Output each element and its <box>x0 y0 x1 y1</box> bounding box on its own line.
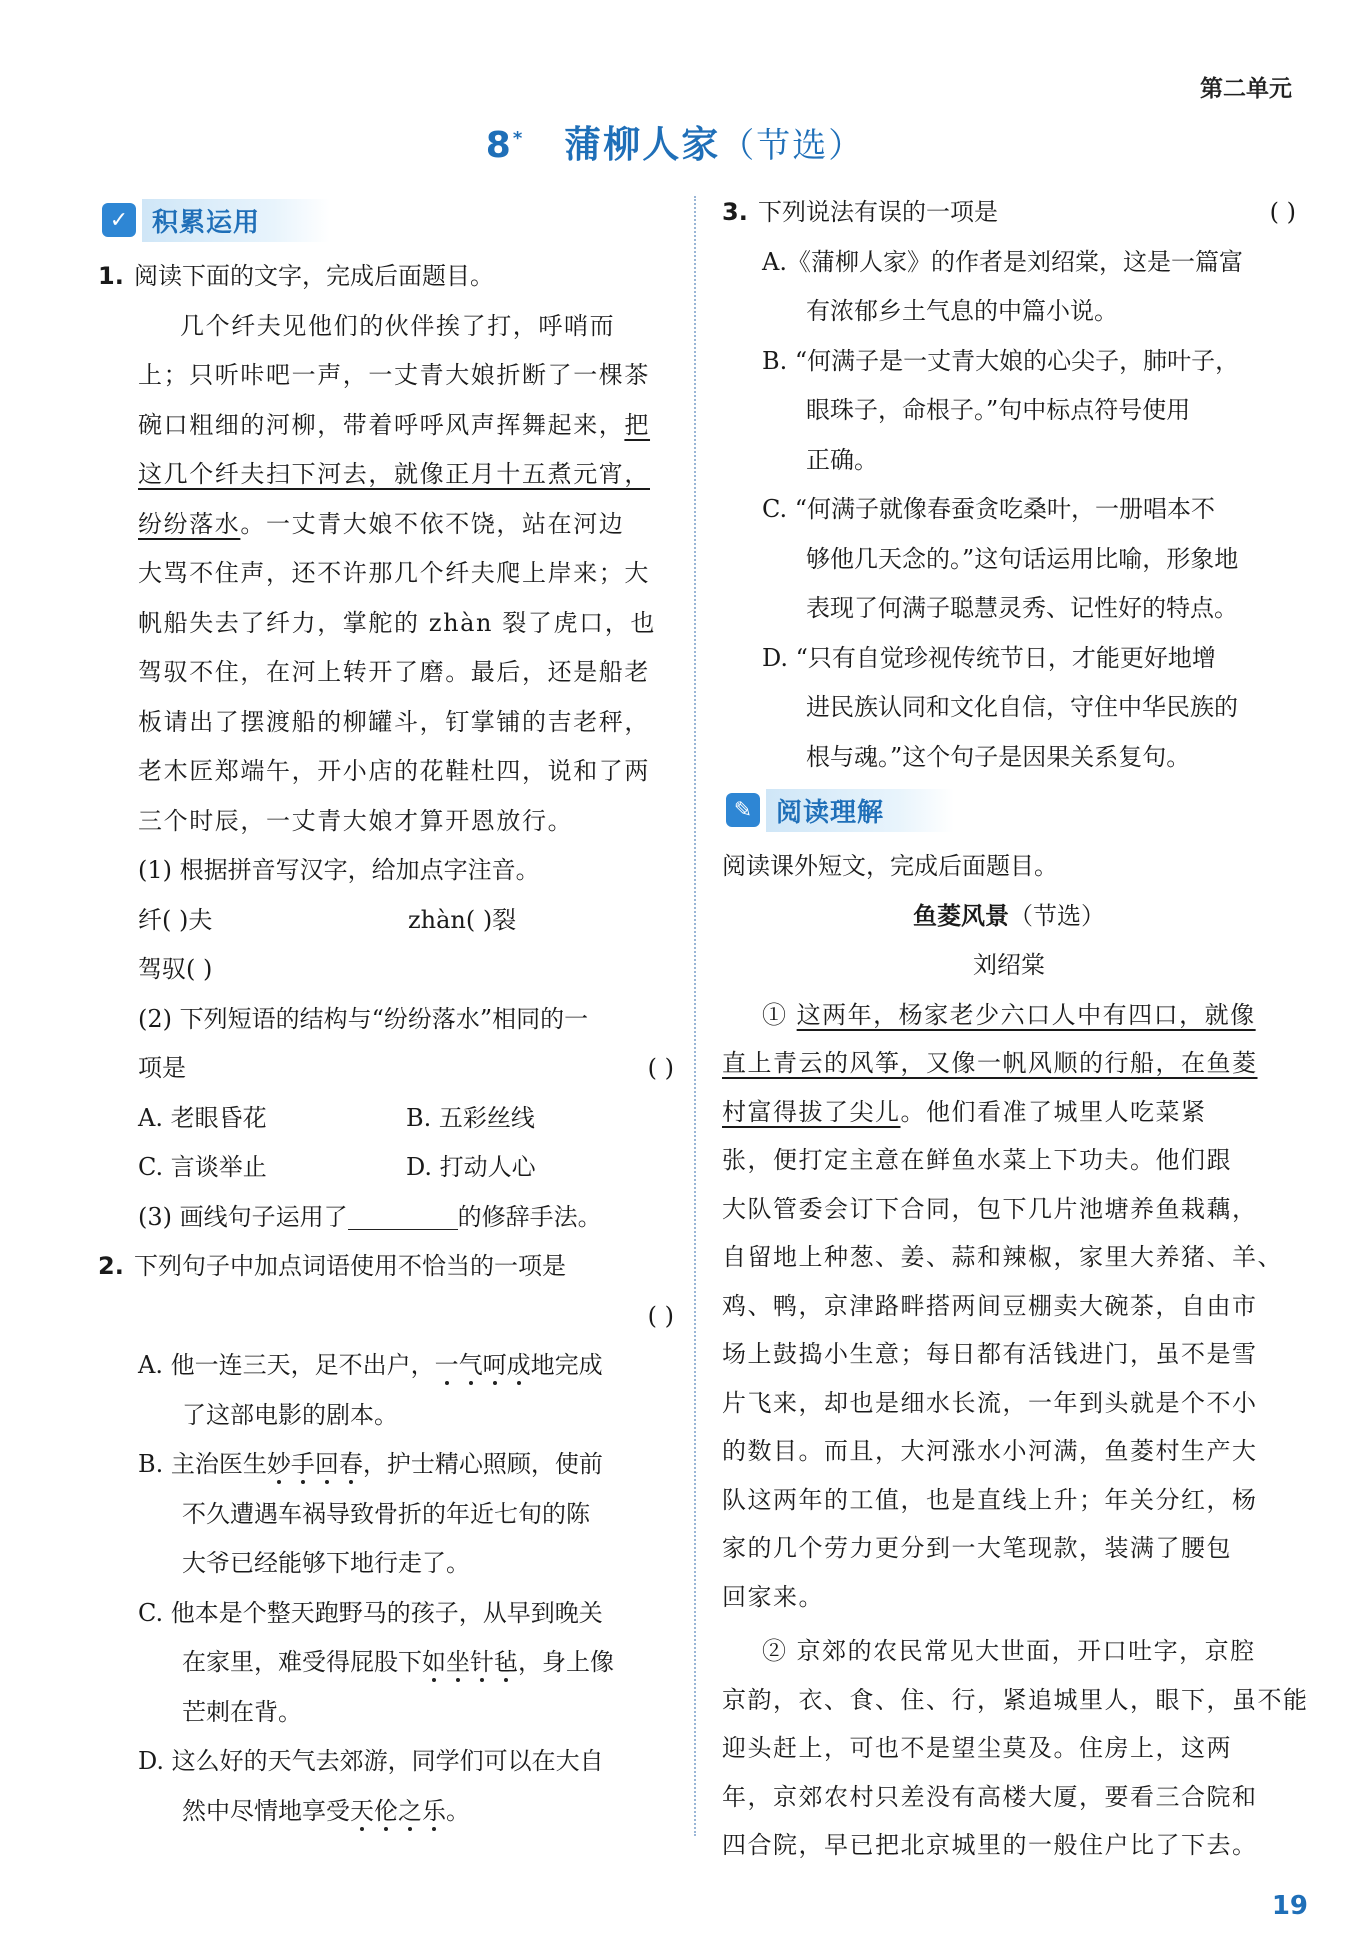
emphasis-char: 一 <box>434 1351 459 1379</box>
blank-jiayu[interactable]: 驾驭( ) <box>138 955 213 983</box>
q2-option-a[interactable]: A. 他一连三天，足不出户，一气呵成地完成 <box>138 1351 603 1379</box>
reading-author: 刘绍棠 <box>973 951 1045 979</box>
emphasis-char: 妙 <box>266 1450 291 1478</box>
emphasis-char: 呵 <box>482 1351 507 1379</box>
option-c[interactable]: C. 言谈举止 <box>138 1153 267 1181</box>
passage-line: 碗口粗细的河柳，带着呼呼风声挥舞起来，把 <box>138 410 651 439</box>
pencil-icon: ✎ <box>726 793 760 827</box>
dotted-word <box>350 1797 446 1825</box>
passage-line: 张，便打定主意在鲜鱼水菜上下功夫。他们跟 <box>722 1146 1232 1174</box>
passage-line: 上；只听咔吧一声，一丈青大娘折断了一棵茶 <box>138 361 650 389</box>
q2-option-b-cont: 不久遭遇车祸导致骨折的年近七旬的陈 <box>182 1499 590 1528</box>
q2-option-c-cont: 在家里，难受得屁股下如坐针毡，身上像 <box>182 1648 614 1676</box>
subquestion-1: (1) 根据拼音写汉字，给加点字注音。 <box>138 856 540 884</box>
check-icon: ✓ <box>102 203 136 237</box>
q3-option-b-cont: 眼珠子，命根子。”句中标点符号使用 <box>806 396 1191 424</box>
lesson-title-sub: （节选） <box>720 126 865 166</box>
option-a[interactable]: A. 老眼昏花 <box>138 1103 267 1132</box>
q3-option-b-cont: 正确。 <box>806 445 878 474</box>
right-column <box>722 196 1309 1870</box>
passage-line: 驾驭不住，在河上转开了磨。最后，还是船老 <box>138 658 650 686</box>
reading-intro: 阅读课外短文，完成后面题目。 <box>722 852 1058 880</box>
passage-line: 的数目。而且，大河涨水小河满，鱼菱村生产大 <box>722 1437 1258 1465</box>
emphasis-char: 伦 <box>374 1796 398 1825</box>
lesson-number: 8* <box>485 125 525 166</box>
option-b[interactable]: B. 五彩丝线 <box>406 1103 535 1132</box>
emphasis-char: 之 <box>398 1796 422 1825</box>
dotted-word <box>435 1351 531 1379</box>
passage-line: 几个纤夫见他们的伙伴挨了打，呼哨而 <box>180 311 616 340</box>
blank-qian[interactable]: 纤( )夫 <box>138 905 213 934</box>
option-d[interactable]: D. 打动人心 <box>406 1153 536 1181</box>
options-row <box>98 1143 674 1193</box>
passage-line: 回家来。 <box>722 1582 824 1611</box>
lesson-title-main: 蒲柳人家 <box>564 123 721 166</box>
q3-option-d[interactable]: D. “只有自觉珍视传统节日，才能更好地增 <box>762 643 1216 672</box>
q3-option-c-cont: 够他几天念的。”这句话运用比喻，形象地 <box>806 544 1239 573</box>
q3-option-b[interactable]: B. “何满子是一丈青大娘的心尖子，肺叶子， <box>762 346 1240 375</box>
passage-line: 京韵，衣、食、住、行，紧追城里人，眼下，虽不能 <box>722 1685 1309 1714</box>
subquestion-1-blanks <box>98 896 674 946</box>
question-2-paren-line <box>98 1292 674 1342</box>
passage-line: 板请出了摆渡船的柳罐斗，钉掌铺的吉老秤， <box>138 707 650 736</box>
passage-line: 迎头赶上，可也不是望尘莫及。住房上，这两 <box>722 1734 1232 1762</box>
section-header-accumulate <box>102 196 674 244</box>
q2-option-a-cont: 了这部电影的剧本。 <box>182 1400 398 1429</box>
answer-paren[interactable]: ( ) <box>647 1301 674 1330</box>
subquestion-2-cont: 项是 ( ) <box>98 1044 674 1094</box>
reading-paragraph-2 <box>722 1627 1309 1870</box>
passage-line: ② 京郊的农民常见大世面，开口吐字，京腔 <box>762 1637 1256 1665</box>
passage-line: 场上鼓捣小生意；每日都有活钱进门，虽不是雪 <box>722 1340 1258 1368</box>
question-3-stem: 3. 下列说法有误的一项是 ( ) <box>722 188 1296 238</box>
passage-line: 纷纷落水。一丈青大娘不依不饶，站在河边 <box>138 509 625 538</box>
emphasis-char: 乐 <box>422 1796 446 1825</box>
q2-option-c-cont: 芒刺在背。 <box>182 1697 302 1726</box>
q3-option-c[interactable]: C. “何满子就像春蚕贪吃桑叶，一册唱本不 <box>762 495 1216 523</box>
passage-line: ① 这两年，杨家老少六口人中有四口，就像 <box>762 1000 1256 1029</box>
passage-line-underlined: 这几个纤夫扫下河去，就像正月十五煮元宵， <box>138 460 650 488</box>
section-header-reading <box>726 786 1296 834</box>
section-title: 积累运用 <box>142 199 330 242</box>
passage-line: 三个时辰，一丈青大娘才算开恩放行。 <box>138 806 574 835</box>
emphasis-char: 成 <box>506 1351 531 1379</box>
lesson-title <box>0 114 1350 168</box>
page-number: 19 <box>1271 1891 1308 1921</box>
q2-option-c[interactable]: C. 他本是个整天跑野马的孩子，从早到晚关 <box>138 1598 603 1627</box>
emphasis-char: 回 <box>314 1450 339 1478</box>
passage-line: 年，京郊农村只差没有高楼大厦，要看三合院和 <box>722 1782 1258 1811</box>
question-2-stem: 2. 下列句子中加点词语使用不恰当的一项是 <box>98 1252 566 1280</box>
reading-title: 鱼菱风景（节选） <box>913 901 1105 930</box>
passage-line: 四合院，早已把北京城里的一般住户比了下去。 <box>722 1831 1258 1859</box>
q2-option-b-cont: 大爷已经能够下地行走了。 <box>182 1549 470 1577</box>
q2-option-b[interactable]: B. 主治医生妙手回春，护士精心照顾，使前 <box>138 1450 603 1478</box>
passage-line: 大骂不住声，还不许那几个纤夫爬上岸来；大 <box>138 559 650 587</box>
options-row <box>98 1094 674 1144</box>
subquestion-3: (3) 画线句子运用了 的修辞手法。 <box>138 1202 602 1231</box>
emphasis-char: 手 <box>290 1450 315 1478</box>
passage-line: 家的几个劳力更分到一大笔现款，装满了腰包 <box>722 1534 1232 1562</box>
passage-line: 老木匠郑端午，开小店的花鞋杜四，说和了两 <box>138 757 650 785</box>
blank-zhan[interactable]: zhàn( )裂 <box>408 905 517 934</box>
passage-line: 帆船失去了纤力，掌舵的 zhàn 裂了虎口，也 <box>138 608 656 637</box>
answer-paren[interactable]: ( ) <box>647 1054 674 1082</box>
q3-option-a-cont: 有浓郁乡土气息的中篇小说。 <box>806 297 1118 325</box>
q3-option-d-cont: 进民族认同和文化自信，守住中华民族的 <box>806 693 1238 721</box>
left-column <box>98 196 674 1836</box>
column-divider <box>694 196 696 1836</box>
question-1-stem: 1. 阅读下面的文字，完成后面题目。 <box>98 262 494 290</box>
passage-line: 村富得拔了尖儿。他们看准了城里人吃菜紧 <box>722 1097 1207 1126</box>
q2-option-d[interactable]: D. 这么好的天气去郊游，同学们可以在大自 <box>138 1747 604 1775</box>
section-title: 阅读理解 <box>766 789 954 832</box>
q3-option-a[interactable]: A.《蒲柳人家》的作者是刘绍棠，这是一篇富 <box>762 247 1243 276</box>
passage-line: 大队管委会订下合同，包下几片池塘养鱼栽藕， <box>722 1194 1258 1223</box>
emphasis-char: 天 <box>350 1796 374 1825</box>
emphasis-char: 坐 <box>446 1648 470 1676</box>
dotted-word <box>267 1450 363 1478</box>
passage-line-underlined: 直上青云的风筝，又像一帆风顺的行船，在鱼菱 <box>722 1049 1258 1077</box>
unit-label: 第二单元 <box>1200 76 1292 102</box>
passage-line: 鸡、鸭，京津路畔搭两间豆棚卖大碗茶，自由市 <box>722 1291 1258 1320</box>
emphasis-char: 针 <box>470 1648 494 1676</box>
q3-option-d-cont: 根与魂。”这个句子是因果关系复句。 <box>806 742 1191 771</box>
emphasis-char: 如 <box>422 1648 446 1676</box>
dotted-word <box>422 1648 518 1676</box>
passage-line: 自留地上种葱、姜、蒜和辣椒，家里大养猪、羊、 <box>722 1243 1283 1271</box>
emphasis-char: 春 <box>338 1450 363 1478</box>
q2-option-d-cont: 然中尽情地享受天伦之乐。 <box>182 1796 470 1825</box>
emphasis-char: 气 <box>458 1351 483 1379</box>
answer-blank[interactable] <box>348 1207 458 1230</box>
passage-line: 队这两年的工值，也是直线上升；年关分红，杨 <box>722 1485 1258 1514</box>
passage-line: 片飞来，却也是细水长流，一年到头就是个不小 <box>722 1388 1258 1417</box>
subquestion-2: (2) 下列短语的结构与“纷纷落水”相同的一 <box>138 1004 589 1033</box>
emphasis-char: 毡 <box>494 1648 518 1676</box>
answer-paren[interactable]: ( ) <box>1269 198 1296 226</box>
q3-option-c-cont: 表现了何满子聪慧灵秀、记性好的特点。 <box>806 594 1238 622</box>
reading-paragraph-1 <box>722 991 1296 1622</box>
